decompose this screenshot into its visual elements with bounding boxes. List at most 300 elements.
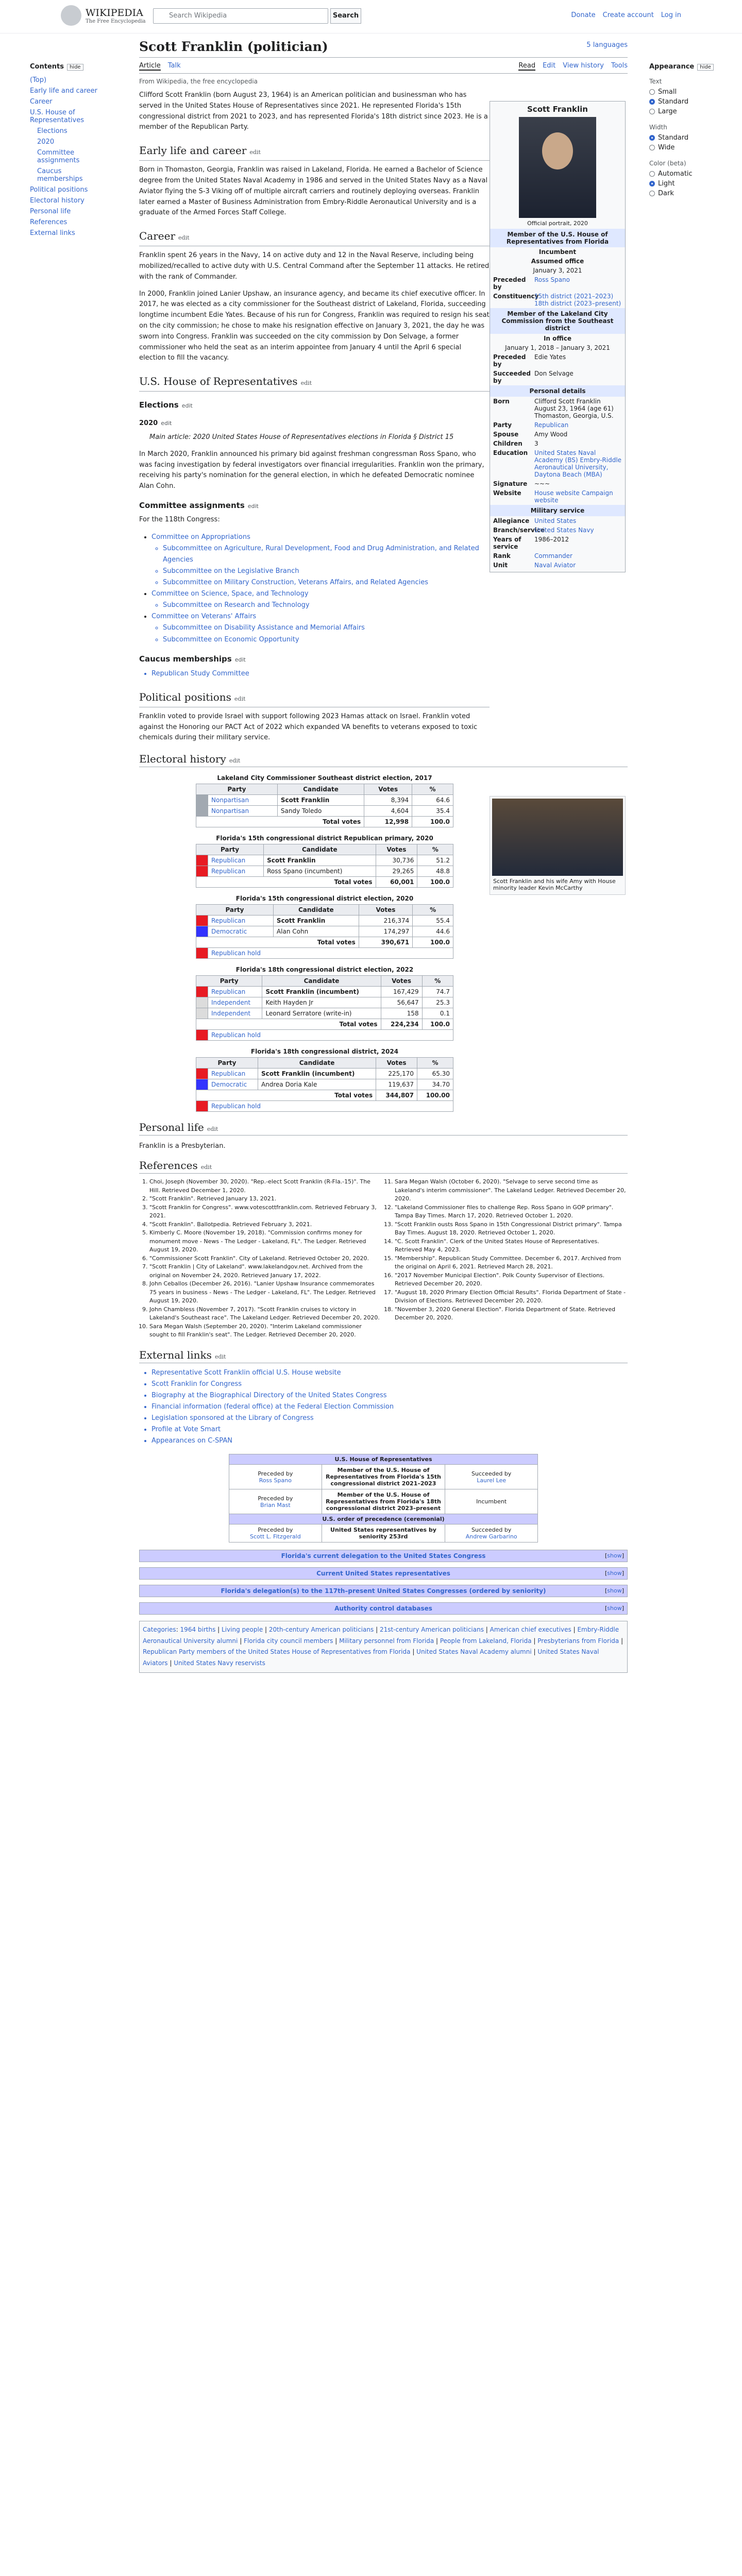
face-shape xyxy=(542,132,573,170)
party-color-swatch xyxy=(196,866,208,877)
toc-item-early-life-and-career[interactable]: Early life and career xyxy=(30,87,97,95)
external-link[interactable]: • Financial information (federal office) at the Federal Election Commission xyxy=(151,1401,628,1413)
header-link-create-account[interactable]: Create account xyxy=(602,11,654,19)
total-votes: 224,234 xyxy=(381,1019,422,1030)
votes-cell: 30,736 xyxy=(376,855,417,866)
party-cell[interactable]: Republican xyxy=(208,866,264,877)
percent-cell: 25.3 xyxy=(422,997,453,1008)
heading-committees: Committee assignments edit xyxy=(139,500,259,510)
header-percent: % xyxy=(413,905,453,916)
navbox-show-label[interactable]: show xyxy=(607,1587,622,1595)
succeeded-link[interactable]: Andrew Garbarino xyxy=(465,1533,517,1540)
reference-item: 13. "Scott Franklin ousts Ross Spano in 15th Congressional District primary". Tampa Bay Times. August 18, 2020. Retrieved October 1, 2020. xyxy=(395,1221,628,1238)
heading-references: References edit xyxy=(139,1159,628,1174)
radio-label: Standard xyxy=(658,98,689,106)
total-row xyxy=(196,1090,453,1101)
edit-link[interactable]: edit xyxy=(200,1164,212,1171)
heading-career: Career edit xyxy=(139,228,490,246)
candidate-cell: Ross Spano (incumbent) xyxy=(264,866,376,877)
election-row xyxy=(196,916,453,926)
total-percent: 100.0 xyxy=(412,817,453,827)
total-row xyxy=(196,877,453,888)
wikipedia-logo[interactable] xyxy=(61,5,146,26)
rank-link[interactable]: Commander xyxy=(534,552,572,560)
toc-item-career[interactable]: Career xyxy=(30,98,53,106)
total-label: Total votes xyxy=(196,817,364,827)
election-header-row xyxy=(196,784,453,795)
reference-item: 7. "Scott Franklin | City of Lakeland". www.lakelandgov.net. Archived from the original on November 24, 2020. Retrieved January 17, 2022. xyxy=(149,1263,382,1280)
votes-cell: 225,170 xyxy=(376,1069,417,1079)
navbox xyxy=(139,1585,628,1597)
preceded-link[interactable]: Brian Mast xyxy=(260,1501,291,1509)
subcommittee-link[interactable]: ◦ Subcommittee on Military Construction, Veterans Affairs, and Related Agencies xyxy=(163,577,490,588)
votes-cell: 29,265 xyxy=(376,866,417,877)
preceded-link[interactable]: Ross Spano xyxy=(534,276,570,283)
heading-positions: Political positions edit xyxy=(139,689,490,707)
percent-cell: 64.6 xyxy=(412,795,453,806)
hold-row xyxy=(196,948,453,959)
toc-item-references[interactable]: References xyxy=(30,218,68,226)
header-link-donate[interactable]: Donate xyxy=(571,11,596,19)
party-color-swatch xyxy=(196,1079,208,1090)
reference-item: 16. "2017 November Municipal Election". Polk County Supervisor of Elections. Retrieved December 20, 2020. xyxy=(395,1272,628,1289)
family-photo-caption: Scott Franklin and his wife Amy with House minority leader Kevin McCarthy xyxy=(493,878,616,891)
category-link[interactable]: Military personnel from Florida xyxy=(339,1637,434,1645)
category-link[interactable]: Florida city council members xyxy=(244,1637,333,1645)
website-link[interactable]: House website Campaign website xyxy=(534,489,613,504)
ib-row: Branch/service United States Navy xyxy=(490,526,625,535)
candidate-cell: Sandy Toledo xyxy=(277,806,364,817)
infobox-title: Scott Franklin xyxy=(527,105,588,114)
category-link[interactable]: United States Navy reservists xyxy=(174,1659,265,1667)
subcommittee-link[interactable]: ◦ Subcommittee on Research and Technology xyxy=(163,600,490,611)
edit-link[interactable]: edit xyxy=(234,695,246,702)
color-label: Color (beta) xyxy=(649,160,686,167)
edit-link[interactable]: edit xyxy=(181,402,193,410)
heading-elections: Elections edit xyxy=(139,400,193,410)
toc-item-elections[interactable]: Elections xyxy=(37,127,68,135)
party-cell[interactable]: Republican xyxy=(208,916,274,926)
header-votes: Votes xyxy=(359,905,412,916)
reference-item: 2. "Scott Franklin". Retrieved January 13, 2021. xyxy=(149,1195,382,1204)
committee-item xyxy=(151,588,490,611)
external-link[interactable]: • Profile at Vote Smart xyxy=(151,1424,628,1435)
header-link-log-in[interactable]: Log in xyxy=(661,11,681,19)
toc-item-committee-assignments[interactable]: Committee assignments xyxy=(37,149,80,164)
reference-item: 3. "Scott Franklin for Congress". www.votescottfranklin.com. Retrieved February 3, 2021. xyxy=(149,1204,382,1221)
ib-row: Spouse Amy Wood xyxy=(493,431,568,438)
appearance-hide-button[interactable]: hide xyxy=(697,64,714,71)
hold-label[interactable]: Republican hold xyxy=(208,948,453,959)
election-table xyxy=(196,835,453,888)
radio-icon xyxy=(649,109,655,114)
succeeded-label: Succeeded by xyxy=(471,1470,512,1477)
preceded-link[interactable]: Ross Spano xyxy=(259,1477,292,1484)
election-header-row xyxy=(196,905,453,916)
candidate-cell: Keith Hayden Jr xyxy=(262,997,381,1008)
toc-item-2020[interactable]: 2020 xyxy=(37,138,55,146)
party-cell[interactable]: Democratic xyxy=(208,1079,258,1090)
header-party: Party xyxy=(196,784,278,795)
party-link[interactable]: Republican xyxy=(534,421,569,429)
ib-row: Allegiance United States xyxy=(490,516,625,526)
in-office-value: January 1, 2018 – January 3, 2021 xyxy=(505,344,610,351)
navbox-title xyxy=(140,1550,627,1562)
reference-item: 12. "Lakeland Commissioner files to challenge Rep. Ross Spano in GOP primary". Tampa Bay Times. March 17, 2020. Retrieved October 1, 2020. xyxy=(395,1204,628,1221)
committee-link[interactable]: Committee on Veterans' Affairs xyxy=(151,613,257,621)
radio-icon xyxy=(649,135,655,141)
categories-box: Categories: 1964 births | Living people | 20th-century American politicians | 21st-century American politicians | American chief executives | Embry-Riddle Aeronautical University alumni | Florida city council members | Military personnel from Florida | People from Lakeland, Florida | Presbyterians from Florida | Republican Party members of the United States House of Representatives from Florida | United States Naval Academy alumni | United States Naval Aviators | United States Navy reservists xyxy=(139,1621,628,1672)
categories-label[interactable]: Categories xyxy=(143,1626,176,1634)
reference-item: 4. "Scott Franklin". Ballotpedia. Retrieved February 3, 2021. xyxy=(149,1221,382,1229)
candidate-cell: Scott Franklin (incumbent) xyxy=(262,987,381,997)
navbox-show-toggle[interactable]: [show] xyxy=(604,1587,624,1595)
category-link[interactable]: United States Naval Academy alumni xyxy=(416,1648,532,1656)
edit-link[interactable]: edit xyxy=(234,656,246,663)
party-cell[interactable]: Nonpartisan xyxy=(208,795,278,806)
edit-link[interactable]: edit xyxy=(300,380,312,387)
precedence-head: U.S. order of precedence (ceremonial) xyxy=(229,1514,538,1524)
election-row xyxy=(196,1008,453,1019)
navbox-show-label[interactable]: show xyxy=(607,1570,622,1577)
candidate-cell: Leonard Serratore (write-in) xyxy=(262,1008,381,1019)
party-cell[interactable]: Independent xyxy=(208,1008,262,1019)
header-percent: % xyxy=(417,844,453,855)
election-table xyxy=(196,1048,453,1112)
text-option-small[interactable] xyxy=(649,87,721,97)
election-row xyxy=(196,806,453,817)
personal-tools xyxy=(571,11,681,19)
tab-article[interactable]: Article xyxy=(139,62,161,70)
total-votes: 12,998 xyxy=(364,817,412,827)
navbox-title-link[interactable]: Florida's current delegation to the United States Congress xyxy=(281,1552,486,1560)
navbox-title xyxy=(140,1603,627,1614)
category-link[interactable]: Living people xyxy=(222,1626,263,1634)
election-row xyxy=(196,866,453,877)
percent-cell: 44.6 xyxy=(413,926,453,937)
ib-row: Education United States Naval Academy (BS) Embry-Riddle Aeronautical University, Daytona Beach (MBA) xyxy=(493,449,622,478)
committee-link[interactable]: Committee on Science, Space, and Technology xyxy=(151,590,309,598)
caucus-link[interactable]: • Republican Study Committee xyxy=(151,668,490,680)
radio-label: Wide xyxy=(658,144,675,151)
toc-hide-button[interactable]: hide xyxy=(67,64,83,71)
constituency-link[interactable]: 15th district (2021–2023) 18th district (2023–present) xyxy=(534,293,621,307)
party-color-swatch xyxy=(196,795,208,806)
language-selector[interactable]: 5 languages xyxy=(586,41,628,49)
reference-item: 18. "November 3, 2020 General Election". Florida Department of State. Retrieved December 20, 2020. xyxy=(395,1306,628,1323)
party-cell[interactable]: Republican xyxy=(208,855,264,866)
navbox-show-toggle[interactable]: [show] xyxy=(604,1570,624,1577)
party-cell[interactable]: Democratic xyxy=(208,926,274,937)
unit-link[interactable]: Naval Aviator xyxy=(534,562,576,569)
external-links-list xyxy=(139,1367,628,1447)
toc-item-u-s-house-of-representatives[interactable]: U.S. House of Representatives xyxy=(30,109,85,124)
radio-label: Dark xyxy=(658,190,674,197)
candidate-cell: Scott Franklin (incumbent) xyxy=(258,1069,376,1079)
radio-label: Automatic xyxy=(658,170,693,178)
party-color-swatch xyxy=(196,806,208,817)
tab-talk[interactable]: Talk xyxy=(167,62,181,70)
percent-cell: 35.4 xyxy=(412,806,453,817)
ib-row: Preceded by Ross Spano xyxy=(490,275,625,292)
external-link[interactable]: • Scott Franklin for Congress xyxy=(151,1379,628,1390)
election-row xyxy=(196,795,453,806)
hold-label[interactable]: Republican hold xyxy=(208,1030,453,1041)
navbox xyxy=(139,1550,628,1562)
header-candidate: Candidate xyxy=(273,905,359,916)
navboxes xyxy=(139,1550,628,1615)
total-row xyxy=(196,1019,453,1030)
office-2[interactable]: Member of the Lakeland City Commission from the Southeast district xyxy=(490,308,625,334)
tab-view-history[interactable]: View history xyxy=(563,62,604,70)
election-table xyxy=(196,966,453,1041)
election-title: Florida's 15th congressional district election, 2020 xyxy=(235,895,414,903)
votes-cell: 158 xyxy=(381,1008,422,1019)
toc-item-top[interactable]: (Top) xyxy=(30,76,47,84)
color-option-dark[interactable] xyxy=(649,189,721,198)
page-tabs xyxy=(139,58,628,74)
navbox-title-link[interactable]: Current United States representatives xyxy=(316,1570,450,1578)
committee-intro: For the 118th Congress: xyxy=(139,515,220,523)
header-party: Party xyxy=(196,1058,258,1069)
ib-row: Signature ~~~ xyxy=(490,479,625,488)
party-cell[interactable]: Republican xyxy=(208,987,262,997)
total-label: Total votes xyxy=(196,877,376,888)
positions-paragraph: Franklin voted to provide Israel with support following 2023 Hamas attack on Israel. Franklin voted against the Honoring our PACT Act of 2022 which expanded VA benefits to veterans exposed to toxic chemicals during their military service. xyxy=(139,712,478,742)
election-table xyxy=(196,895,453,959)
allegiance-link[interactable]: United States xyxy=(534,517,577,524)
family-photo-image[interactable] xyxy=(492,799,623,876)
category-link[interactable]: 21st-century American politicians xyxy=(379,1626,484,1634)
external-link[interactable]: • Representative Scott Franklin official U.S. House website xyxy=(151,1367,628,1379)
navbox xyxy=(139,1602,628,1615)
edit-link[interactable]: edit xyxy=(229,757,241,765)
party-cell[interactable]: Independent xyxy=(208,997,262,1008)
party-color-swatch xyxy=(196,1069,208,1079)
percent-cell: 0.1 xyxy=(422,1008,453,1019)
ib-row: Years of service 1986–2012 xyxy=(493,536,569,550)
incumbent-label: Incumbent xyxy=(476,1498,507,1505)
preceded-label: Preceded by xyxy=(258,1470,293,1477)
tab-read[interactable]: Read xyxy=(518,62,536,70)
election-2020-paragraph: In March 2020, Franklin announced his primary bid against freshman congressman Ross Spano, who was facing investigation by federal investigators over financial irregularities. Franklin won the primary, receiving his party's nomination for the general election, in which he defeated Democratic nominee Alan Cohn. xyxy=(139,450,484,490)
succession-box xyxy=(229,1454,538,1543)
votes-cell: 8,394 xyxy=(364,795,412,806)
header-votes: Votes xyxy=(376,1058,417,1069)
ib-row: Rank Commander xyxy=(490,551,625,561)
hold-label[interactable]: Republican hold xyxy=(208,1101,453,1112)
toc-item-personal-life[interactable]: Personal life xyxy=(30,208,71,215)
branch-link[interactable]: United States Navy xyxy=(534,527,594,534)
education-link[interactable]: United States Naval Academy (BS) Embry-Riddle Aeronautical University, Daytona Beach (MBA) xyxy=(534,449,622,478)
external-link[interactable]: • Appearances on C-SPAN xyxy=(151,1435,628,1447)
edit-link[interactable]: edit xyxy=(249,149,261,156)
reference-item: 11. Sara Megan Walsh (October 6, 2020). "Selvage to serve second time as Lakeland's interim commissioner". The Lakeland Ledger. Retrieved December 20, 2020. xyxy=(395,1178,628,1204)
width-option-wide[interactable] xyxy=(649,143,721,152)
candidate-cell: Andrea Doria Kale xyxy=(258,1079,376,1090)
radio-icon xyxy=(649,99,655,105)
text-option-standard[interactable] xyxy=(649,97,721,107)
subcommittee-link[interactable]: ◦ Subcommittee on Economic Opportunity xyxy=(163,634,490,646)
text-option-large[interactable] xyxy=(649,107,721,116)
percent-cell: 55.4 xyxy=(413,916,453,926)
header-party: Party xyxy=(196,905,274,916)
succeeded-link[interactable]: Laurel Lee xyxy=(477,1477,507,1484)
navbox-show-toggle[interactable]: [show] xyxy=(604,1552,624,1560)
color-option-automatic[interactable] xyxy=(649,169,721,179)
search-button[interactable]: Search xyxy=(330,8,361,24)
family-photo xyxy=(490,796,626,895)
office-1[interactable]: Member of the U.S. House of Representatives from Florida xyxy=(490,229,625,247)
ib-row: Website House website Campaign website xyxy=(490,488,625,505)
in-office-label: In office xyxy=(543,335,572,342)
ib-row: Children 3 xyxy=(493,440,538,447)
votes-cell: 216,374 xyxy=(359,916,412,926)
category-link[interactable]: Embry-Riddle Aeronautical University alumni xyxy=(143,1626,619,1645)
election-row xyxy=(196,1079,453,1090)
early-life-paragraph: Born in Thomaston, Georgia, Franklin was raised in Lakeland, Florida. He earned a Bachelor of Science degree from the United States Naval Academy in 1986 and served in the United States Navy as a Naval Aviator flying the S-3 Viking off of multiple aircraft carriers and routinely deploying overseas. Franklin later earned a Master of Business Administration from Embry-Riddle Aeronautical University and is a graduate of the Armed Forces Staff College. xyxy=(139,166,488,217)
percent-cell: 34.70 xyxy=(417,1079,453,1090)
subcommittee-list xyxy=(151,622,490,645)
radio-icon xyxy=(649,171,655,177)
external-link[interactable]: • Legislation sponsored at the Library of Congress xyxy=(151,1413,628,1424)
color-option-light[interactable] xyxy=(649,179,721,189)
category-link[interactable]: Presbyterians from Florida xyxy=(537,1637,619,1645)
category-link[interactable]: American chief executives xyxy=(490,1626,571,1634)
reference-item: 6. "Commissioner Scott Franklin". City of Lakeland. Retrieved October 20, 2020. xyxy=(149,1255,382,1263)
external-link[interactable]: • Biography at the Biographical Directory of the United States Congress xyxy=(151,1390,628,1401)
candidate-cell: Scott Franklin xyxy=(264,855,376,866)
radio-icon xyxy=(649,181,655,187)
party-color-swatch xyxy=(196,987,208,997)
total-percent: 100.0 xyxy=(422,1019,453,1030)
portrait-image[interactable] xyxy=(519,117,596,218)
reference-item: 9. John Chambless (November 7, 2017). "Scott Franklin cruises to victory in Lakeland's Southeast race". The Lakeland Ledger. Retrieved December 20, 2020. xyxy=(149,1306,382,1323)
edit-link[interactable]: edit xyxy=(161,420,172,427)
navbox-show-toggle[interactable]: [show] xyxy=(604,1605,624,1612)
subcommittee-list xyxy=(151,600,490,611)
edit-link[interactable]: edit xyxy=(178,234,190,242)
heading-personal: Personal life edit xyxy=(139,1121,628,1136)
party-color-swatch xyxy=(196,1030,208,1041)
toc-item-caucus-memberships[interactable]: Caucus memberships xyxy=(37,167,83,183)
heading-electoral: Electoral history edit xyxy=(139,753,628,767)
total-label: Total votes xyxy=(196,937,359,948)
header-percent: % xyxy=(412,784,453,795)
globe-icon xyxy=(61,5,81,26)
toc-title: Contents xyxy=(30,63,64,71)
total-votes: 60,001 xyxy=(376,877,417,888)
toc-item-electoral-history[interactable]: Electoral history xyxy=(30,197,85,205)
election-header-row xyxy=(196,844,453,855)
personal-paragraph: Franklin is a Presbyterian. xyxy=(139,1142,226,1150)
edit-link[interactable]: edit xyxy=(247,502,259,510)
succeeded-label: Succeeded by xyxy=(471,1527,512,1534)
site-sub: From Wikipedia, the free encyclopedia xyxy=(139,78,258,85)
width-option-standard[interactable] xyxy=(649,133,721,143)
succession-office[interactable]: Member of the U.S. House of Representatives from Florida's 15th congressional district 2021–2023 xyxy=(322,1465,445,1489)
heading-early-life: Early life and career edit xyxy=(139,142,490,161)
committee-list xyxy=(139,532,490,646)
appearance-panel xyxy=(649,63,721,198)
party-color-swatch xyxy=(196,916,208,926)
toc-list xyxy=(30,75,107,239)
edit-link[interactable]: edit xyxy=(207,1126,218,1133)
subcommittee-link[interactable]: ◦ Subcommittee on Disability Assistance and Memorial Affairs xyxy=(163,622,490,634)
category-link[interactable]: 20th-century American politicians xyxy=(268,1626,374,1634)
category-link[interactable]: 1964 births xyxy=(180,1626,216,1634)
edit-link[interactable]: edit xyxy=(214,1353,226,1360)
subcommittee-link[interactable]: ◦ Subcommittee on Agriculture, Rural Development, Food and Drug Administration, and Related Agencies xyxy=(163,543,490,566)
party-color-swatch xyxy=(196,1101,208,1112)
total-percent: 100.00 xyxy=(417,1090,453,1101)
succession-head: U.S. House of Representatives xyxy=(229,1454,538,1465)
subcommittee-list xyxy=(151,543,490,588)
election-header-row xyxy=(196,976,453,987)
radio-icon xyxy=(649,89,655,95)
hold-row xyxy=(196,1101,453,1112)
lead-paragraph: Clifford Scott Franklin (born August 23, 1964) is an American politician and businessman who has served in the United States House of Representatives since 2021. He represented Florida's 15th congressional district from 2021 to 2023, and has represented Florida's 18th district since 2023. He is a member of the Republican Party. xyxy=(139,91,488,131)
election-title: Florida's 18th congressional district, 2024 xyxy=(250,1048,399,1056)
election-title: Florida's 15th congressional district Republican primary, 2020 xyxy=(216,835,433,842)
party-cell[interactable]: Nonpartisan xyxy=(208,806,278,817)
committee-item xyxy=(151,611,490,645)
header-votes: Votes xyxy=(364,784,412,795)
search-input[interactable]: Search Wikipedia xyxy=(153,8,328,24)
toc-item-external-links[interactable]: External links xyxy=(30,229,75,237)
toc-item-political-positions[interactable]: Political positions xyxy=(30,186,88,194)
succession-office[interactable]: Member of the U.S. House of Representatives from Florida's 18th congressional district 2023–present xyxy=(322,1489,445,1514)
party-cell[interactable]: Republican xyxy=(208,1069,258,1079)
committee-item xyxy=(151,532,490,588)
votes-cell: 119,637 xyxy=(376,1079,417,1090)
text-size-label: Text xyxy=(649,78,662,85)
navbox-show-label[interactable]: show xyxy=(607,1605,622,1612)
party-color-swatch xyxy=(196,997,208,1008)
reference-item: 5. Kimberly C. Moore (November 19, 2018). "Commission confirms money for monument move - News - The Ledger - Lakeland, FL". The Ledger. Retrieved August 19, 2020. xyxy=(149,1229,382,1255)
category-link[interactable]: Republican Party members of the United States House of Representatives from Florida xyxy=(143,1648,411,1656)
main-article-hatnote[interactable]: Main article: 2020 United States House of Representatives elections in Florida § District 15 xyxy=(149,433,454,441)
radio-icon xyxy=(649,191,655,196)
committee-link[interactable]: Committee on Appropriations xyxy=(151,533,250,541)
navbox-show-label[interactable]: show xyxy=(607,1552,622,1560)
subcommittee-link[interactable]: ◦ Subcommittee on the Legislative Branch xyxy=(163,566,490,577)
tab-edit[interactable]: Edit xyxy=(543,62,556,70)
percent-cell: 65.30 xyxy=(417,1069,453,1079)
reference-item: 8. John Ceballos (December 26, 2016). "Lanier Upshaw Insurance commemorates 75 years in business - News - The Ledger - Lakeland, FL". The Ledger. Retrieved August 19, 2020. xyxy=(149,1280,382,1306)
total-percent: 100.0 xyxy=(417,877,453,888)
tab-tools[interactable]: Tools xyxy=(611,62,628,70)
succession-office[interactable]: United States representatives by seniority 253rd xyxy=(322,1524,445,1543)
category-link[interactable]: People from Lakeland, Florida xyxy=(440,1637,532,1645)
header-candidate: Candidate xyxy=(277,784,364,795)
navbox-title-link[interactable]: Florida's delegation(s) to the 117th–present United States Congresses (ordered by seniority) xyxy=(221,1587,546,1595)
total-row xyxy=(196,937,453,948)
caucus-list xyxy=(139,668,490,680)
election-title: Lakeland City Commissioner Southeast district election, 2017 xyxy=(217,774,432,782)
reference-item: 10. Sara Megan Walsh (September 20, 2020). "Interim Lakeland commissioner sought to fill Franklin's seat". The Ledger. Retrieved December 20, 2020. xyxy=(149,1323,382,1340)
table-of-contents xyxy=(30,63,107,239)
election-row xyxy=(196,855,453,866)
total-row xyxy=(196,817,453,827)
navbox-title-link[interactable]: Authority control databases xyxy=(334,1605,432,1613)
category-link[interactable]: United States Naval Aviators xyxy=(143,1648,599,1667)
ib-row: Unit Naval Aviator xyxy=(490,561,625,572)
election-row xyxy=(196,1069,453,1079)
percent-cell: 51.2 xyxy=(417,855,453,866)
preceded-link[interactable]: Scott L. Fitzgerald xyxy=(249,1533,301,1540)
ib-row: Preceded by Edie Yates xyxy=(493,353,566,368)
